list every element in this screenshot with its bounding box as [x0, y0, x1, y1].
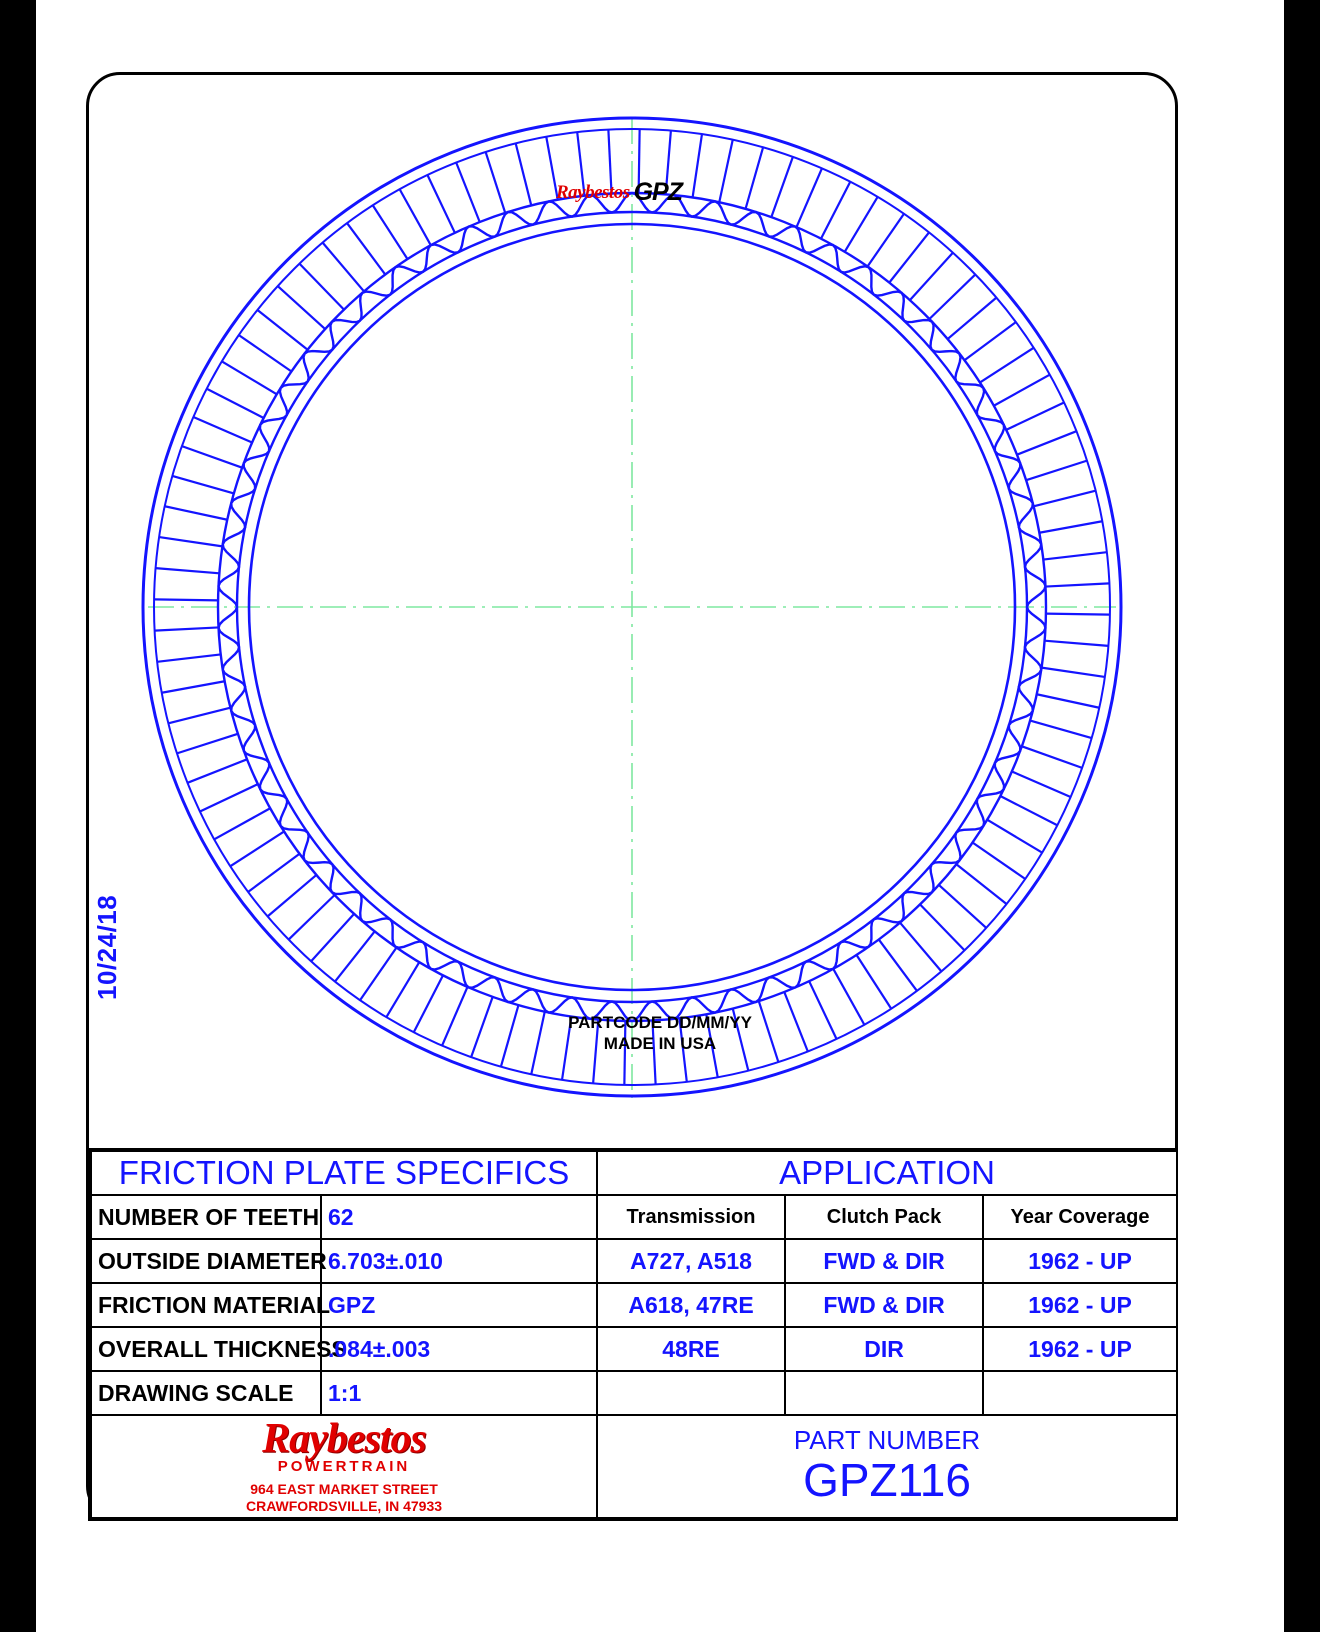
- application-clutch-pack-2: FWD & DIR: [785, 1283, 983, 1327]
- drawing-date: 10/24/18: [92, 894, 122, 1000]
- application-transmission-2: A618, 47RE: [597, 1283, 785, 1327]
- spec-label-friction-material: FRICTION MATERIAL: [91, 1283, 321, 1327]
- application-year-coverage-2: 1962 - UP: [983, 1283, 1177, 1327]
- spec-value-outside-diameter: 6.703±.010: [321, 1239, 597, 1283]
- spec-label-overall-thickness: OVERALL THICKNESS: [91, 1327, 321, 1371]
- spec-value-teeth: 62: [321, 1195, 597, 1239]
- table-row: [91, 1239, 1177, 1283]
- plate-logo-brand: Raybestos: [556, 181, 630, 203]
- empty-cell-year-coverage: [983, 1371, 1177, 1415]
- title-block: [88, 1148, 1178, 1521]
- empty-cell-transmission: [597, 1371, 785, 1415]
- friction-plate-drawing: [86, 72, 1178, 1142]
- right-black-bar: [1284, 0, 1320, 1632]
- company-address-line2: CRAWFORDSVILLE, IN 47933: [245, 1497, 443, 1514]
- spec-application-table: [90, 1150, 1178, 1519]
- company-logo-name: Raybestos: [262, 1416, 426, 1462]
- part-number-label: PART NUMBER: [793, 1424, 981, 1455]
- application-transmission-3: 48RE: [597, 1327, 785, 1371]
- spec-label-drawing-scale: DRAWING SCALE: [91, 1371, 321, 1415]
- application-clutch-pack-1: FWD & DIR: [785, 1239, 983, 1283]
- table-row: [91, 1283, 1177, 1327]
- table-row: [91, 1195, 1177, 1239]
- application-transmission-1: A727, A518: [597, 1239, 785, 1283]
- plate-logo-material: GPZ: [633, 177, 683, 206]
- specs-title: FRICTION PLATE SPECIFICS: [91, 1151, 597, 1195]
- spec-value-drawing-scale: 1:1: [321, 1371, 597, 1415]
- part-marking-line2: MADE IN USA: [603, 1034, 717, 1054]
- application-year-coverage-3: 1962 - UP: [983, 1327, 1177, 1371]
- table-row: [91, 1327, 1177, 1371]
- empty-cell-clutch-pack: [785, 1371, 983, 1415]
- company-logo-sub: POWERTRAIN: [277, 1458, 411, 1475]
- spec-label-outside-diameter: OUTSIDE DIAMETER: [91, 1239, 321, 1283]
- plate-logo: [556, 175, 716, 209]
- table-footer-row: [91, 1415, 1177, 1518]
- company-logo: [91, 1415, 597, 1518]
- application-column-year-coverage: Year Coverage: [983, 1195, 1177, 1239]
- spec-value-friction-material: GPZ: [321, 1283, 597, 1327]
- left-black-bar: [0, 0, 36, 1632]
- application-clutch-pack-3: DIR: [785, 1327, 983, 1371]
- application-year-coverage-1: 1962 - UP: [983, 1239, 1177, 1283]
- application-title: APPLICATION: [597, 1151, 1177, 1195]
- part-number-value: GPZ116: [803, 1454, 971, 1507]
- spec-value-overall-thickness: .084±.003: [321, 1327, 597, 1371]
- spec-label-teeth: NUMBER OF TEETH: [91, 1195, 321, 1239]
- table-row: [91, 1371, 1177, 1415]
- part-number-block: [597, 1415, 1177, 1518]
- part-marking: [0, 1012, 1320, 1055]
- part-marking-line1: PARTCODE DD/MM/YY: [568, 1013, 752, 1032]
- application-column-clutch-pack: Clutch Pack: [785, 1195, 983, 1239]
- company-address-line1: 964 EAST MARKET STREET: [250, 1481, 438, 1497]
- application-column-transmission: Transmission: [597, 1195, 785, 1239]
- table-header-row: [91, 1151, 1177, 1195]
